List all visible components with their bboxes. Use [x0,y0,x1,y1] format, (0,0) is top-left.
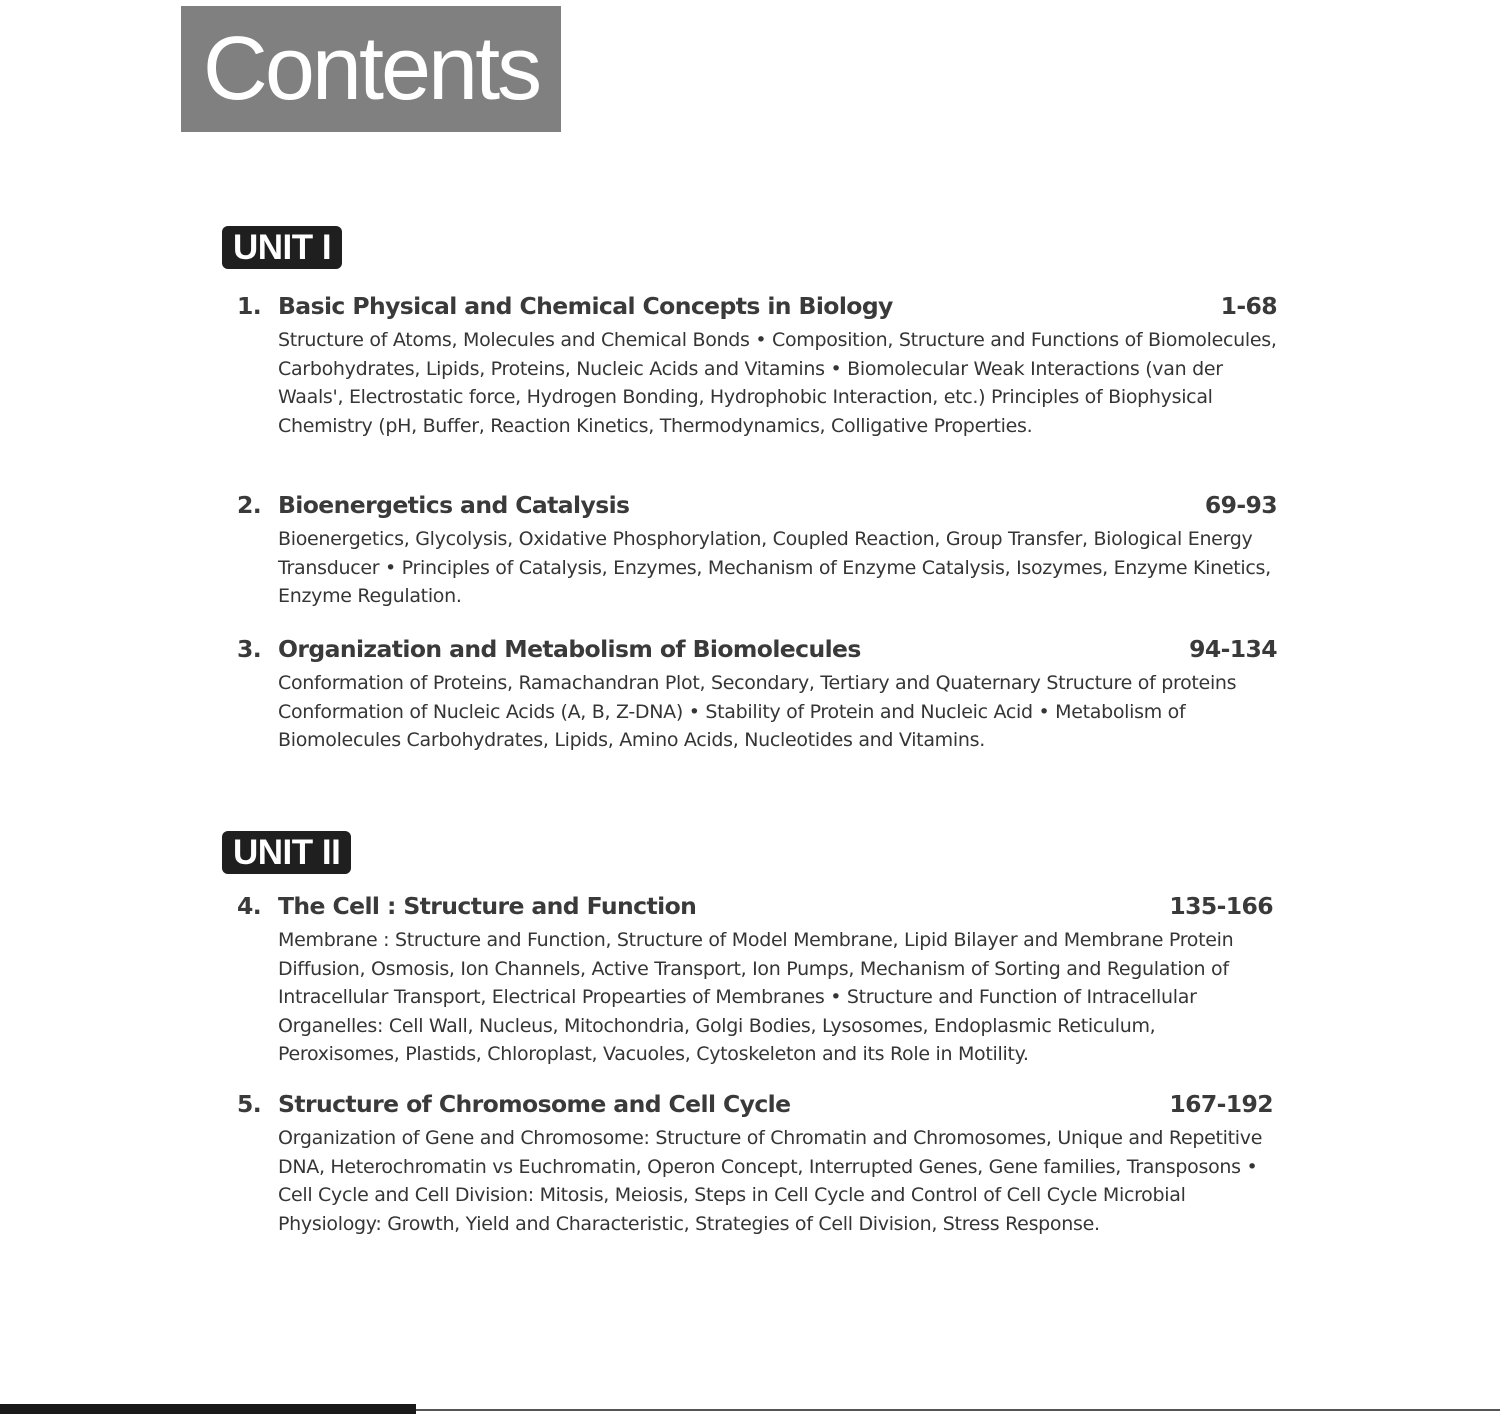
unit-badge-1: UNIT I [222,226,342,269]
chapter-entry-4 [237,889,1273,1069]
chapter-title: Basic Physical and Chemical Concepts in Biology [278,292,893,320]
chapter-heading [237,289,1277,323]
chapter-heading [237,632,1277,666]
chapter-entry-5 [237,1087,1273,1238]
footer-rule-thin [416,1409,1500,1411]
chapter-entry-3 [237,632,1277,755]
chapter-description: Conformation of Proteins, Ramachandran Plot, Secondary, Tertiary and Quaternary Structure of proteins Conformation of Nucleic Acids (A, B, Z-DNA) • Stability of Protein and Nucleic Acid • Metabolism of Biomolecules Carbohydrates, Lipids, Amino Acids, Nucleotides and Vitamins. [278,672,1237,751]
chapter-title: Bioenergetics and Catalysis [278,491,630,519]
chapter-heading [237,1087,1273,1121]
chapter-pages: 167-192 [1169,1090,1273,1118]
chapter-title: The Cell : Structure and Function [278,892,697,920]
chapter-pages: 94-134 [1189,635,1277,663]
chapter-number: 4. [237,892,262,920]
chapter-description: Structure of Atoms, Molecules and Chemical Bonds • Composition, Structure and Functions of Biomolecules, Carbohydrates, Lipids, Proteins, Nucleic Acids and Vitamins • Biomolecular Weak Interactions (van der Waals', Electrostatic force, Hydrogen Bonding, Hydrophobic Interaction, etc.) Principles of Biophysical Chemistry (pH, Buffer, Reaction Kinetics, Thermodynamics, Colligative Properties. [278,329,1277,437]
chapter-entry-2 [237,488,1277,611]
page-title: Contents [181,6,561,132]
chapter-title: Organization and Metabolism of Biomolecules [278,635,861,663]
chapter-heading [237,488,1277,522]
chapter-number: 2. [237,491,262,519]
chapter-number: 3. [237,635,262,663]
chapter-heading [237,889,1273,923]
chapter-pages: 69-93 [1204,491,1277,519]
chapter-description: Organization of Gene and Chromosome: Structure of Chromatin and Chromosomes, Unique and Repetitive DNA, Heterochromatin vs Euchromatin, Operon Concept, Interrupted Genes, Gene families, Transposons • Cell Cycle and Cell Division: Mitosis, Meiosis, Steps in Cell Cycle and Control of Cell Cycle Microbial Physiology: Growth, Yield and Characteristic, Strategies of Cell Division, Stress Response. [278,1127,1263,1235]
chapter-pages: 1-68 [1220,292,1277,320]
chapter-description: Bioenergetics, Glycolysis, Oxidative Phosphorylation, Coupled Reaction, Group Transfer, Biological Energy Transducer • Principles of Catalysis, Enzymes, Mechanism of Enzyme Catalysis, Isozymes, Enzyme Kinetics, Enzyme Regulation. [278,528,1271,607]
chapter-description: Membrane : Structure and Function, Structure of Model Membrane, Lipid Bilayer and Membrane Protein Diffusion, Osmosis, Ion Channels, Active Transport, Ion Pumps, Mechanism of Sorting and Regulation of Intracellular Transport, Electrical Propearties of Membranes • Structure and Function of Intracellular Organelles: Cell Wall, Nucleus, Mitochondria, Golgi Bodies, Lysosomes, Endoplasmic Reticulum, Peroxisomes, Plastids, Chloroplast, Vacuoles, Cytoskeleton and its Role in Motility. [278,929,1234,1065]
chapter-number: 5. [237,1090,262,1118]
unit-badge-2: UNIT II [222,831,351,874]
chapter-title: Structure of Chromosome and Cell Cycle [278,1090,791,1118]
chapter-pages: 135-166 [1169,892,1273,920]
chapter-entry-1 [237,289,1277,440]
chapter-number: 1. [237,292,262,320]
footer-rule-thick [0,1404,416,1414]
